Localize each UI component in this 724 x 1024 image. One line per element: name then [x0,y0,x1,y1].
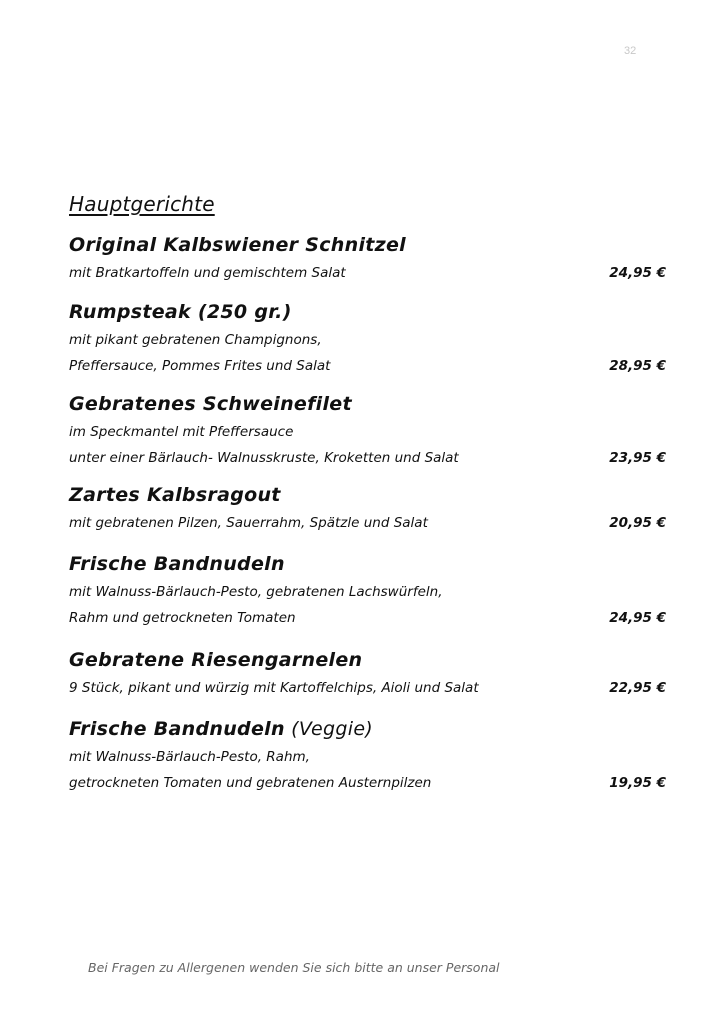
dish-name: Original Kalbswiener Schnitzel [69,234,406,256]
menu-item-schnitzel [69,230,669,286]
dish-price: 24,95 € [609,265,666,281]
dish-description: im Speckmantel mit Pfeffersauce [69,424,294,440]
dish-description: mit pikant gebratenen Champignons, [69,332,322,348]
dish-name: Frische Bandnudeln [69,553,285,575]
dish-name: Frische Bandnudeln (Veggie) [69,718,374,740]
dish-name: Rumpsteak (250 gr.) [69,301,292,323]
dish-description: mit Walnuss-Bärlauch-Pesto, Rahm, [69,749,310,765]
dish-price: 24,95 € [609,610,666,626]
dish-price: 28,95 € [609,358,666,374]
dish-name-suffix: (Veggie) [284,718,374,740]
allergen-footer-note: Bei Fragen zu Allergenen wenden Sie sich bitte an unser Personal [88,960,500,975]
dish-description: 9 Stück, pikant und würzig mit Kartoffelchips, Aioli und Salat 22,95 € [69,675,669,701]
dish-price: 22,95 € [609,680,666,696]
dish-description: Pfeffersauce, Pommes Frites und Salat 28,95 € [69,353,669,379]
dish-name: Gebratenes Schweinefilet [69,393,352,415]
dish-description: mit Bratkartoffeln und gemischtem Salat 24,95 € [69,260,669,286]
dish-price: 23,95 € [609,450,666,466]
dish-description: mit gebratenen Pilzen, Sauerrahm, Spätzle und Salat 20,95 € [69,510,669,536]
dish-name: Gebratene Riesengarnelen [69,649,363,671]
menu-item-bandnudeln [69,549,669,631]
menu-item-kalbsragout [69,480,669,536]
menu-item-rumpsteak [69,297,669,379]
dish-description: unter einer Bärlauch- Walnusskruste, Kroketten und Salat 23,95 € [69,445,669,471]
dish-description: mit Walnuss-Bärlauch-Pesto, gebratenen Lachswürfeln, [69,584,443,600]
dish-name: Zartes Kalbsragout [69,484,281,506]
menu-item-bandnudeln-veggie [69,714,669,796]
dish-description: Rahm und getrockneten Tomaten 24,95 € [69,605,669,631]
menu-item-riesengarnelen [69,645,669,701]
dish-price: 19,95 € [609,775,666,791]
dish-price: 20,95 € [609,515,666,531]
menu-item-schweinefilet [69,389,669,471]
dish-description: getrockneten Tomaten und gebratenen Austernpilzen 19,95 € [69,770,669,796]
page-number: 32 [624,45,637,57]
section-title: Hauptgerichte [69,192,215,216]
